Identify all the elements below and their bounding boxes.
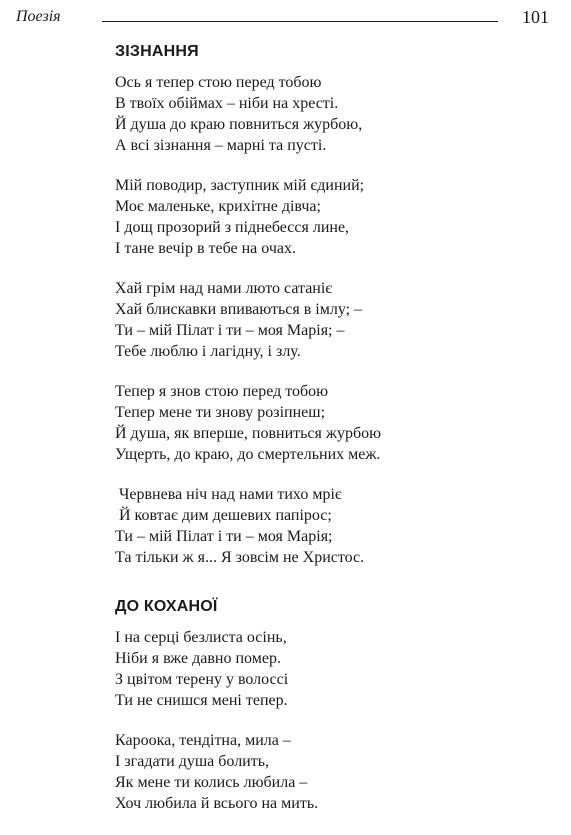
verse-line: Ущерть, до краю, до смертельних меж. (115, 446, 381, 463)
verse-line: Ніби я вже давно помер. (115, 650, 281, 667)
running-head: Поезія (16, 8, 61, 25)
verse-line: Ти – мій Пілат і ти – моя Марія; – (115, 322, 345, 339)
verse-line: Й душа до краю повниться журбою, (115, 116, 363, 133)
verse-line: Хай грім над нами люто сатаніє (115, 280, 333, 297)
verse-line: І згадати душа болить, (115, 753, 270, 770)
verse-line: Ось я тепер стою перед тобою (115, 74, 322, 91)
verse-line: Мій поводир, заступник мій єдиний; (115, 177, 365, 194)
verse-line: Й душа, як вперше, повниться журбою (115, 425, 382, 442)
stanza (115, 175, 555, 259)
verse-line: Моє маленьке, крихітне дівча; (115, 198, 321, 215)
verse-line: Тепер я знов стою перед тобою (115, 383, 329, 400)
verse-line: Хай блискавки впиваються в імлу; – (115, 301, 363, 318)
verse-line: Кароока, тендітна, мила – (115, 732, 291, 749)
stanza (115, 278, 555, 362)
page-number: 101 (522, 7, 549, 27)
stanza (115, 72, 555, 156)
verse-line: Й ковтає дим дешевих папірос; (115, 507, 332, 524)
verse-line: Ти – мій Пілат і ти – моя Марія; (115, 528, 333, 545)
verse-line: Хоч любила й всього на мить. (115, 795, 319, 812)
verse-line: І дощ прозорий з піднебесся лине, (115, 219, 350, 236)
poem-title: ЗІЗНАННЯ (115, 43, 199, 60)
stanza (115, 381, 555, 465)
poem-title: ДО КОХАНОЇ (115, 598, 218, 615)
verse-line: Червнева ніч над нами тихо мріє (115, 486, 342, 503)
verse-line: В твоїх обіймах – ніби на хресті. (115, 95, 339, 112)
verse-line: Та тільки ж я... Я зовсім не Христос. (115, 549, 365, 566)
header-rule (102, 21, 498, 22)
verse-line: Ти не снишся мені тепер. (115, 692, 288, 709)
poem-do-kokhanoi (115, 597, 555, 833)
verse-line: Як мене ти колись любила – (115, 774, 308, 791)
verse-line: З цвітом терену у волоссі (115, 671, 289, 688)
stanza (115, 730, 555, 814)
poem-ziznannia (115, 42, 555, 587)
verse-line: Тепер мене ти знову розіпнеш; (115, 404, 326, 421)
verse-line: І на серці безлиста осінь, (115, 629, 287, 646)
verse-line: І тане вечір в тебе на очах. (115, 240, 297, 257)
stanza (115, 627, 555, 711)
verse-line: А всі зізнання – марні та пусті. (115, 137, 327, 154)
stanza (115, 484, 555, 568)
verse-line: Тебе люблю і лагідну, і злу. (115, 343, 301, 360)
